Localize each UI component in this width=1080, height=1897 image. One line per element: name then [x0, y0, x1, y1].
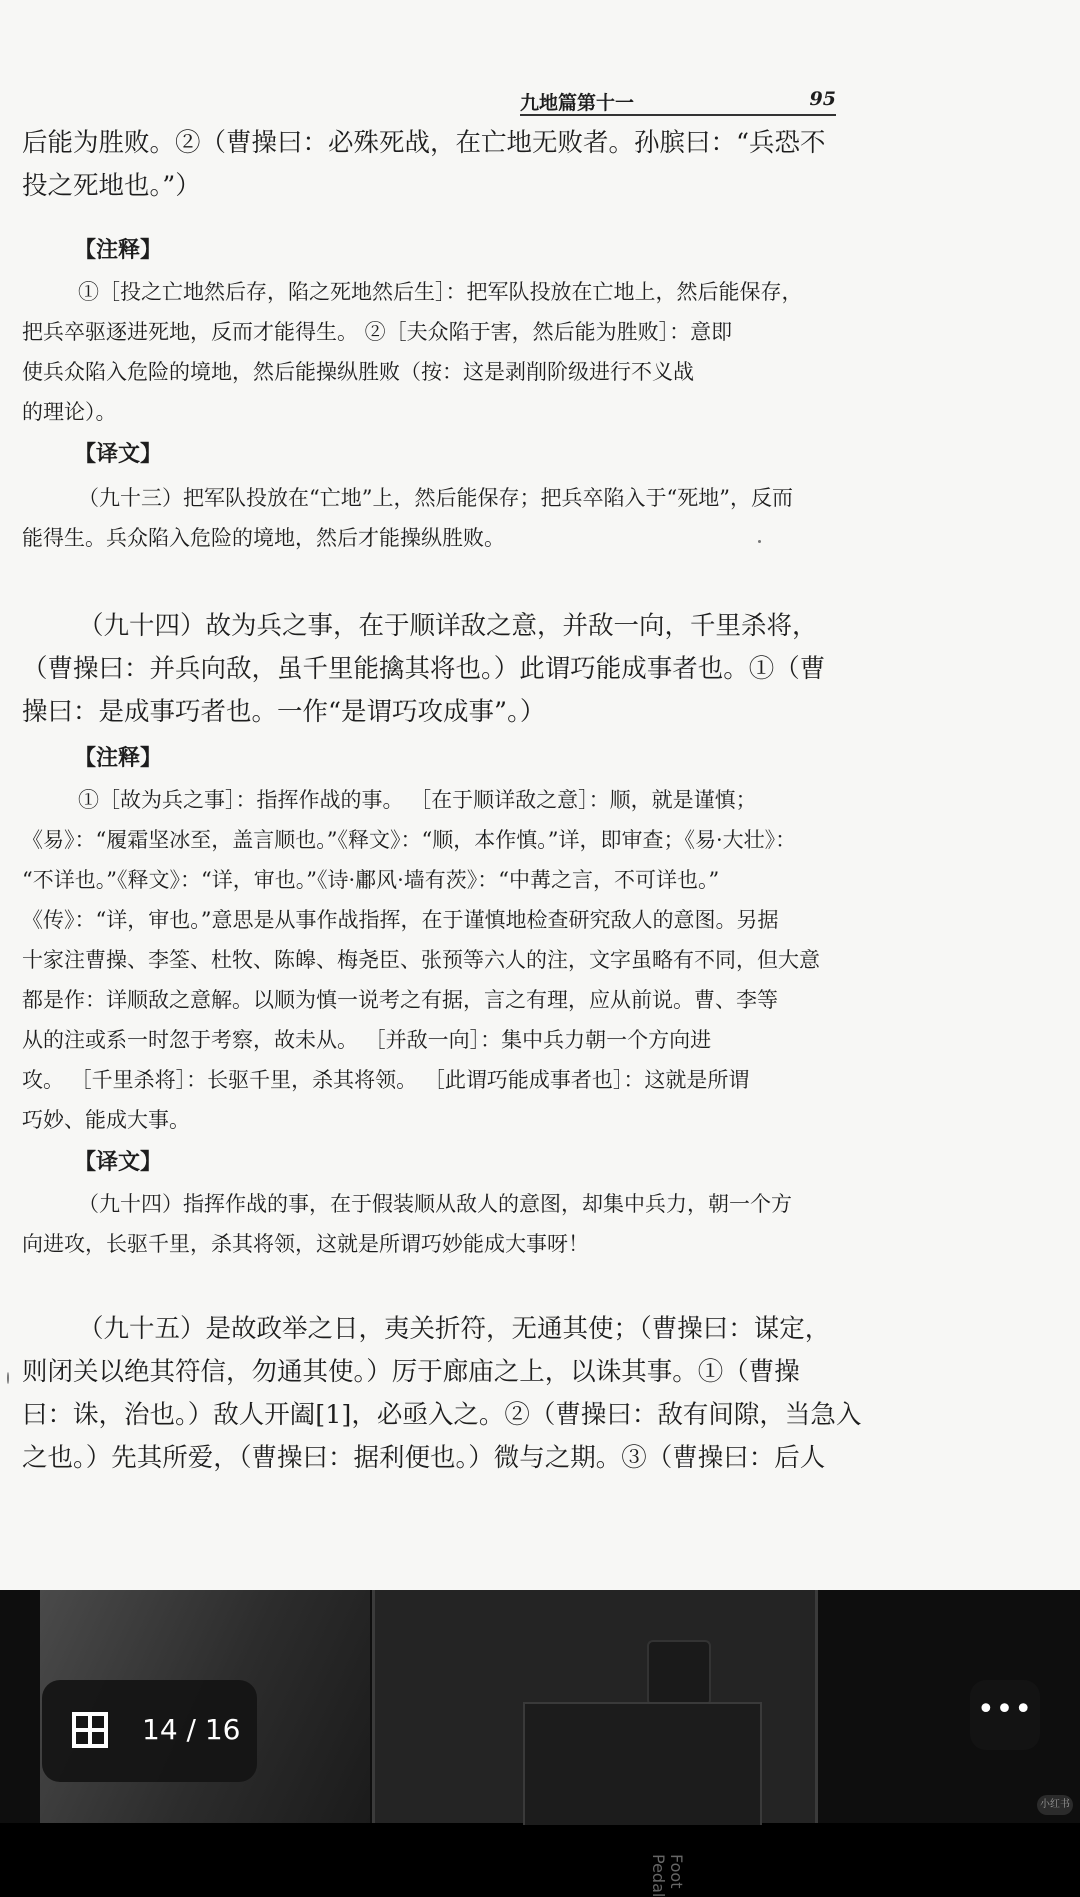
text-line: 后能为胜败。②（曹操曰：必殊死战，在亡地无败者。孙膑曰：“兵恐不: [22, 128, 826, 158]
translation-line: （九十四）指挥作战的事，在于假装顺从敌人的意图，却集中兵力，朝一个方: [78, 1192, 792, 1216]
note-line: 从的注或系一时忽于考察，故未从。 ［并敌一向］：集中兵力朝一个方向进: [22, 1028, 712, 1052]
note-line: ①［投之亡地然后存，陷之死地然后生］：把军队投放在亡地上，然后能保存，: [78, 280, 803, 304]
note-line: “不详也。”《释文》：“详，审也。”《诗·鄘风·墙有茨》：“中冓之言，不可详也。”: [22, 868, 720, 892]
watermark-logo: 小红书: [1037, 1795, 1073, 1815]
note-line: 巧妙、能成大事。: [22, 1108, 190, 1132]
section-93-translation-cont: [22, 518, 837, 558]
section-94-translation: [22, 1184, 837, 1224]
device-tab: [647, 1640, 711, 1706]
scan-speck: [7, 1372, 9, 1384]
note-line: ①［故为兵之事］：指挥作战的事。 ［在于顺详敌之意］：顺，就是谨慎；: [78, 788, 757, 812]
more-options-button[interactable]: •••: [970, 1680, 1040, 1750]
device-label: Foot Pedal: [649, 1854, 686, 1897]
section-93-text: [22, 122, 837, 208]
translation-line: 向进攻，长驱千里，杀其将领，这就是所谓巧妙能成大事呀！: [22, 1232, 589, 1256]
translation-heading: 【译文】: [74, 441, 163, 467]
translation-line: （九十三）把军队投放在“亡地”上，然后能保存；把兵卒陷入于“死地”，反而: [78, 486, 793, 510]
note-line: 都是作：详顺敌之意解。以顺为慎一说考之有据，言之有理，应从前说。曹、李等: [22, 988, 778, 1012]
text-line: （九十五）是故政举之日，夷关折符，无通其使；（曹操曰：谋定，: [78, 1314, 831, 1344]
device-panel: [523, 1702, 762, 1897]
translation-line: 能得生。兵众陷入危险的境地，然后才能操纵胜败。: [22, 526, 505, 550]
chapter-title: 九地篇第十一: [520, 92, 635, 114]
section-93-notes-cont: [22, 312, 837, 432]
text-line: 之也。）先其所爱，（曹操曰：据利便也。）微与之期。③（曹操曰：后人: [22, 1443, 826, 1473]
section-95-text: [22, 1308, 837, 1351]
text-line: 曰：诛，治也。）敌人开阖[1]，必亟入之。②（曹操曰：敌有间隙，当急入: [22, 1400, 862, 1430]
page-indicator[interactable]: [42, 1680, 257, 1782]
note-line: 的理论）。: [22, 400, 117, 424]
foot-pedal-device: [372, 1590, 818, 1897]
section-94-translation-cont: [22, 1224, 837, 1264]
notes-heading: 【注释】: [74, 237, 163, 263]
text-line: 则闭关以绝其符信，勿通其使。）厉于廊庙之上，以诛其事。①（曹操: [22, 1357, 800, 1387]
section-95-text-cont: [22, 1351, 862, 1480]
text-line: 操曰：是成事巧者也。一作“是谓巧攻成事”。）: [22, 697, 546, 727]
note-line: 把兵卒驱逐进死地，反而才能得生。 ②［夫众陷于害，然后能为胜败］：意即: [22, 320, 733, 344]
note-line: 《传》：“详，审也。”意思是从事作战指挥，在于谨慎地检查研究敌人的意图。另据: [22, 908, 779, 932]
section-94-text: [22, 605, 837, 648]
page-number: 95: [809, 88, 836, 110]
section-93-translation: [22, 478, 837, 518]
text-line: 投之死地也。”）: [22, 171, 201, 201]
text-line: （九十四）故为兵之事，在于顺详敌之意，并敌一向，千里杀将，: [78, 611, 818, 641]
note-line: 攻。 ［千里杀将］：长驱千里，杀其将领。 ［此谓巧能成事者也］：这就是所谓: [22, 1068, 750, 1092]
note-line: 《易》：“履霜坚冰至，盖言顺也。”《释文》：“顺，本作慎。”详，即审查；《易·大壮》：: [22, 828, 797, 852]
scan-speck: [758, 540, 761, 543]
page-counter: 14 / 16: [142, 1713, 241, 1746]
translation-heading: 【译文】: [74, 1149, 163, 1175]
note-line: 使兵众陷入危险的境地，然后能操纵胜败（按：这是剥削阶级进行不义战: [22, 360, 694, 384]
section-94-text-cont: [22, 648, 837, 734]
grid-view-icon[interactable]: [72, 1712, 108, 1748]
section-93-notes: [22, 272, 837, 312]
text-line: （曹操曰：并兵向敌，虽千里能擒其将也。）此谓巧能成事者也。①（曹: [22, 654, 826, 684]
section-94-notes-cont: [22, 820, 837, 1140]
notes-heading: 【注释】: [74, 745, 163, 771]
running-head: [520, 86, 836, 116]
section-94-notes: [22, 780, 837, 820]
note-line: 十家注曹操、李筌、杜牧、陈皞、梅尧臣、张预等六人的注，文字虽略有不同，但大意: [22, 948, 820, 972]
